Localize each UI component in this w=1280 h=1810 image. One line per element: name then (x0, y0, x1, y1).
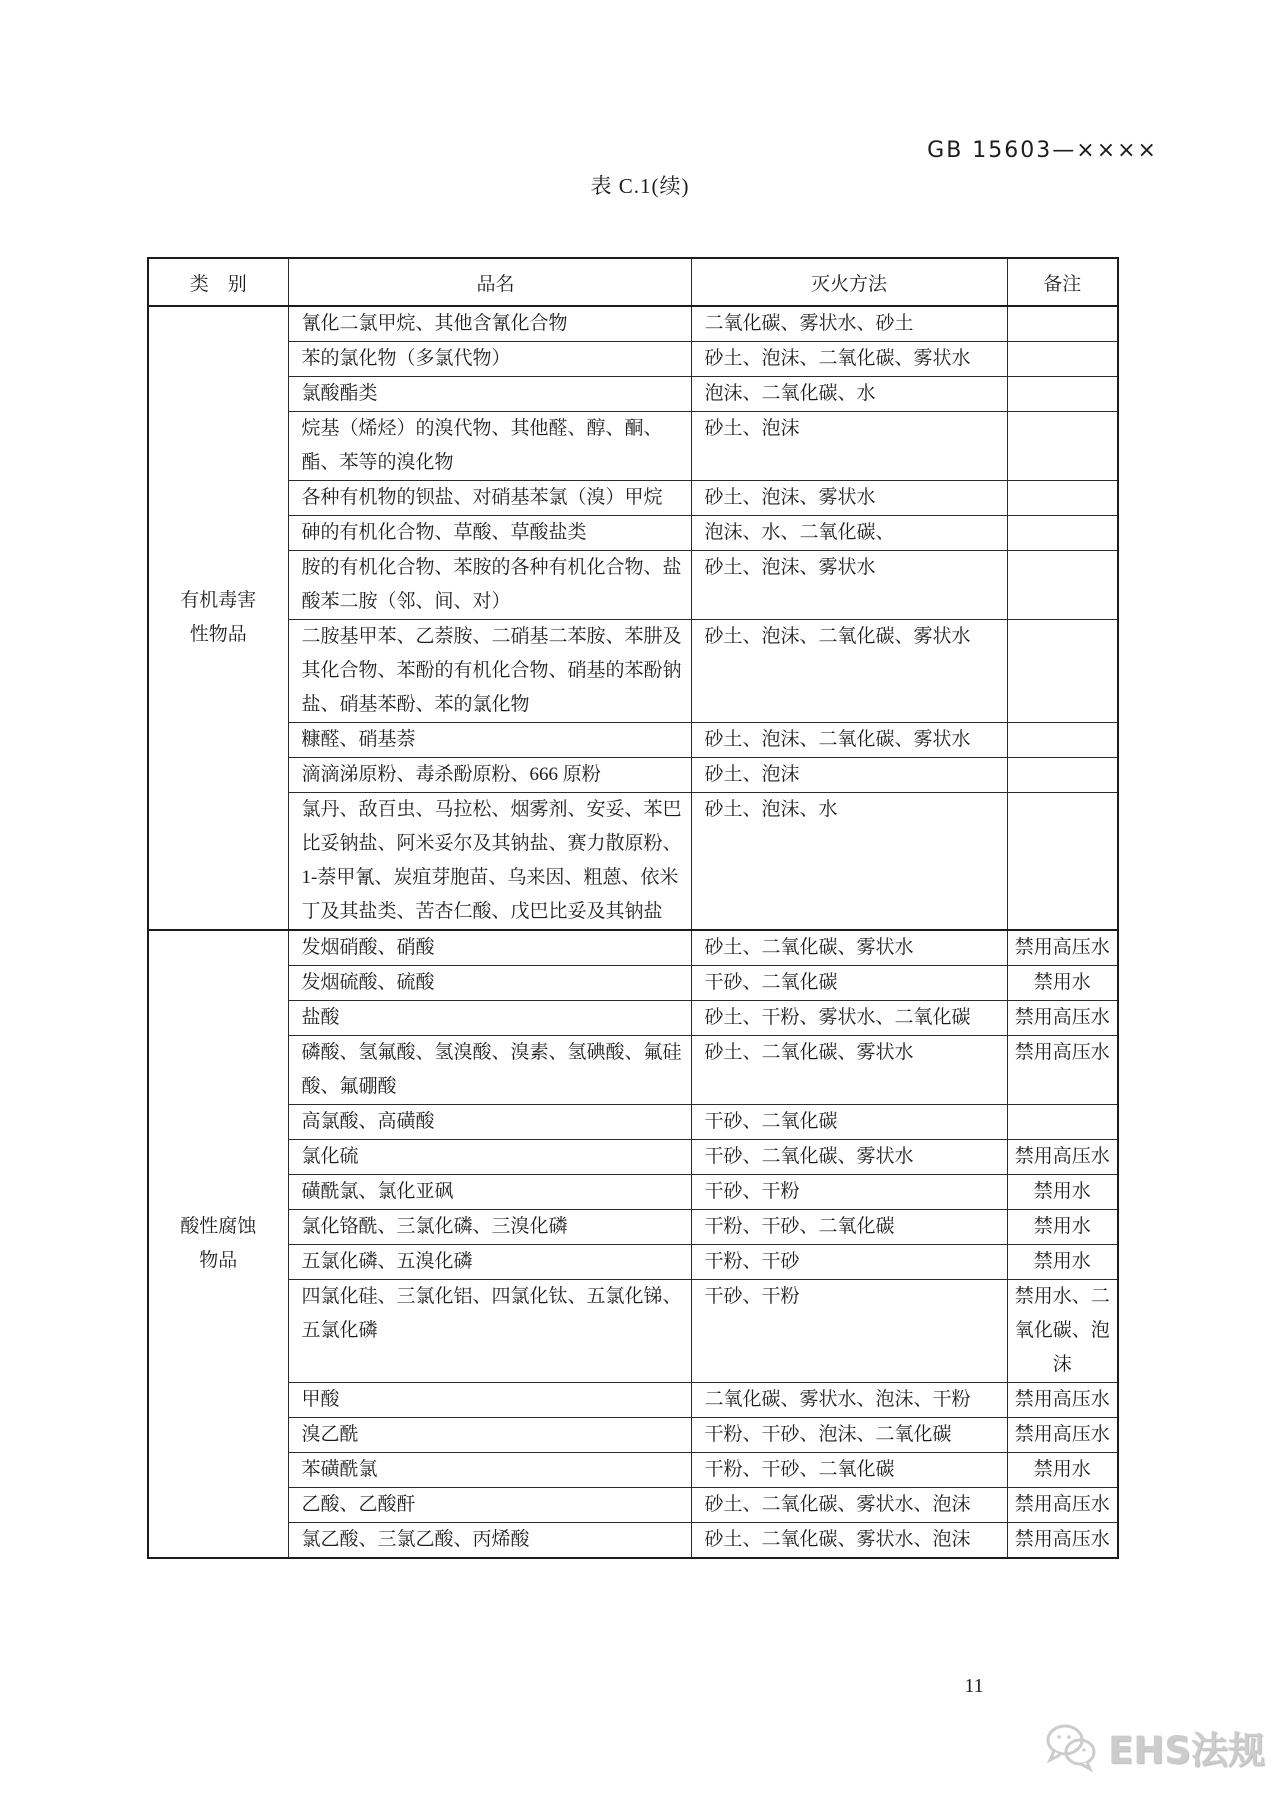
table-row (148, 1210, 1118, 1245)
name-cell: 氯酸酯类 (288, 377, 691, 412)
table-row (148, 930, 1118, 966)
remark-cell (1007, 758, 1118, 793)
remark-cell: 禁用高压水 (1007, 1488, 1118, 1523)
method-cell: 砂土、泡沫、二氧化碳、雾状水 (691, 723, 1007, 758)
name-cell: 磺酰氯、氯化亚砜 (288, 1175, 691, 1210)
remark-cell: 禁用高压水 (1007, 1523, 1118, 1559)
remark-cell (1007, 412, 1118, 481)
method-cell: 砂土、二氧化碳、雾状水 (691, 930, 1007, 966)
table-row (148, 1175, 1118, 1210)
name-cell: 溴乙酰 (288, 1418, 691, 1453)
table-row (148, 1001, 1118, 1036)
remark-cell: 禁用水 (1007, 1175, 1118, 1210)
table-row (148, 1418, 1118, 1453)
table-row (148, 758, 1118, 793)
wechat-icon (1044, 1721, 1100, 1773)
header-name: 品名 (288, 258, 691, 306)
method-cell: 干粉、干砂 (691, 1245, 1007, 1280)
remark-cell (1007, 1105, 1118, 1140)
name-cell: 氯化铬酰、三氯化磷、三溴化磷 (288, 1210, 691, 1245)
name-cell: 发烟硫酸、硫酸 (288, 966, 691, 1001)
method-cell: 干粉、干砂、二氧化碳 (691, 1453, 1007, 1488)
name-cell: 糠醛、硝基萘 (288, 723, 691, 758)
table-row (148, 412, 1118, 481)
table-row (148, 966, 1118, 1001)
name-cell: 滴滴涕原粉、毒杀酚原粉、666 原粉 (288, 758, 691, 793)
name-cell: 氯化硫 (288, 1140, 691, 1175)
method-cell: 砂土、泡沫、水 (691, 793, 1007, 931)
header-category: 类 别 (148, 258, 288, 306)
name-cell: 烷基（烯烃）的溴代物、其他醛、醇、酮、酯、苯等的溴化物 (288, 412, 691, 481)
watermark (1044, 1720, 1265, 1774)
table-row (148, 516, 1118, 551)
table-row (148, 1488, 1118, 1523)
name-cell: 氯乙酸、三氯乙酸、丙烯酸 (288, 1523, 691, 1559)
method-cell: 砂土、泡沫、雾状水 (691, 551, 1007, 620)
method-cell: 砂土、泡沫 (691, 758, 1007, 793)
method-cell: 二氧化碳、雾状水、泡沫、干粉 (691, 1383, 1007, 1418)
table-row (148, 481, 1118, 516)
table-row (148, 723, 1118, 758)
method-cell: 干砂、干粉 (691, 1175, 1007, 1210)
doc-code: GB 15603—×××× (927, 138, 1158, 163)
table-body (148, 306, 1118, 1558)
name-cell: 各种有机物的钡盐、对硝基苯氯（溴）甲烷 (288, 481, 691, 516)
header-remark: 备注 (1007, 258, 1118, 306)
method-cell: 砂土、二氧化碳、雾状水、泡沫 (691, 1523, 1007, 1559)
name-cell: 胺的有机化合物、苯胺的各种有机化合物、盐酸苯二胺（邻、间、对） (288, 551, 691, 620)
method-cell: 砂土、二氧化碳、雾状水 (691, 1036, 1007, 1105)
table-row (148, 1523, 1118, 1559)
header-method: 灭火方法 (691, 258, 1007, 306)
method-cell: 砂土、泡沫 (691, 412, 1007, 481)
method-cell: 干砂、二氧化碳 (691, 966, 1007, 1001)
remark-cell: 禁用高压水 (1007, 1036, 1118, 1105)
remark-cell (1007, 793, 1118, 931)
method-cell: 砂土、泡沫、二氧化碳、雾状水 (691, 620, 1007, 723)
table-row (148, 306, 1118, 342)
method-cell: 砂土、泡沫、雾状水 (691, 481, 1007, 516)
table-row (148, 620, 1118, 723)
remark-cell: 禁用高压水 (1007, 930, 1118, 966)
remark-cell: 禁用高压水 (1007, 1140, 1118, 1175)
watermark-label: EHS法规 (1108, 1729, 1265, 1772)
category-cell: 酸性腐蚀 物品 (148, 930, 288, 1558)
table-row (148, 1383, 1118, 1418)
remark-cell (1007, 723, 1118, 758)
name-cell: 乙酸、乙酸酐 (288, 1488, 691, 1523)
table-row (148, 793, 1118, 931)
name-cell: 氰化二氯甲烷、其他含氰化合物 (288, 306, 691, 342)
page-number: 11 (964, 1675, 984, 1697)
remark-cell: 禁用高压水 (1007, 1001, 1118, 1036)
name-cell: 发烟硝酸、硝酸 (288, 930, 691, 966)
table-row (148, 1105, 1118, 1140)
name-cell: 盐酸 (288, 1001, 691, 1036)
method-cell: 干砂、干粉 (691, 1280, 1007, 1383)
table-row (148, 1453, 1118, 1488)
table-header-row (148, 258, 1118, 306)
remark-cell (1007, 377, 1118, 412)
remark-cell (1007, 481, 1118, 516)
method-cell: 二氧化碳、雾状水、砂土 (691, 306, 1007, 342)
remark-cell (1007, 551, 1118, 620)
table-row (148, 551, 1118, 620)
method-cell: 干粉、干砂、泡沫、二氧化碳 (691, 1418, 1007, 1453)
name-cell: 磷酸、氢氟酸、氢溴酸、溴素、氢碘酸、氟硅酸、氟硼酸 (288, 1036, 691, 1105)
remark-cell (1007, 620, 1118, 723)
table-row (148, 1280, 1118, 1383)
method-cell: 泡沫、水、二氧化碳、 (691, 516, 1007, 551)
table-row (148, 1140, 1118, 1175)
table-row (148, 342, 1118, 377)
method-cell: 干砂、二氧化碳、雾状水 (691, 1140, 1007, 1175)
remark-cell: 禁用水 (1007, 1245, 1118, 1280)
remark-cell: 禁用水 (1007, 966, 1118, 1001)
name-cell: 高氯酸、高磺酸 (288, 1105, 691, 1140)
remark-cell: 禁用高压水 (1007, 1383, 1118, 1418)
remark-cell: 禁用水 (1007, 1210, 1118, 1245)
remark-cell: 禁用水、二氧化碳、泡沫 (1007, 1280, 1118, 1383)
table-row (148, 377, 1118, 412)
remark-cell: 禁用高压水 (1007, 1418, 1118, 1453)
name-cell: 甲酸 (288, 1383, 691, 1418)
method-cell: 砂土、干粉、雾状水、二氧化碳 (691, 1001, 1007, 1036)
method-cell: 干粉、干砂、二氧化碳 (691, 1210, 1007, 1245)
name-cell: 二胺基甲苯、乙萘胺、二硝基二苯胺、苯肼及其化合物、苯酚的有机化合物、硝基的苯酚钠盐、硝基苯酚、苯的氯化物 (288, 620, 691, 723)
extinguishing-methods-table (147, 257, 1119, 1559)
name-cell: 氯丹、敌百虫、马拉松、烟雾剂、安妥、苯巴比妥钠盐、阿米妥尔及其钠盐、赛力散原粉、1-萘甲氰、炭疽芽胞苗、乌来因、粗蒽、依米丁及其盐类、苦杏仁酸、戊巴比妥及其钠盐 (288, 793, 691, 931)
method-cell: 干砂、二氧化碳 (691, 1105, 1007, 1140)
remark-cell (1007, 306, 1118, 342)
category-cell: 有机毒害 性物品 (148, 306, 288, 930)
table-row (148, 1245, 1118, 1280)
remark-cell: 禁用水 (1007, 1453, 1118, 1488)
remark-cell (1007, 516, 1118, 551)
name-cell: 四氯化硅、三氯化铝、四氯化钛、五氯化锑、五氯化磷 (288, 1280, 691, 1383)
remark-cell (1007, 342, 1118, 377)
method-cell: 砂土、二氧化碳、雾状水、泡沫 (691, 1488, 1007, 1523)
table-row (148, 1036, 1118, 1105)
name-cell: 五氯化磷、五溴化磷 (288, 1245, 691, 1280)
name-cell: 苯的氯化物（多氯代物） (288, 342, 691, 377)
table-title: 表 C.1(续) (590, 174, 690, 198)
name-cell: 苯磺酰氯 (288, 1453, 691, 1488)
method-cell: 砂土、泡沫、二氧化碳、雾状水 (691, 342, 1007, 377)
method-cell: 泡沫、二氧化碳、水 (691, 377, 1007, 412)
name-cell: 砷的有机化合物、草酸、草酸盐类 (288, 516, 691, 551)
